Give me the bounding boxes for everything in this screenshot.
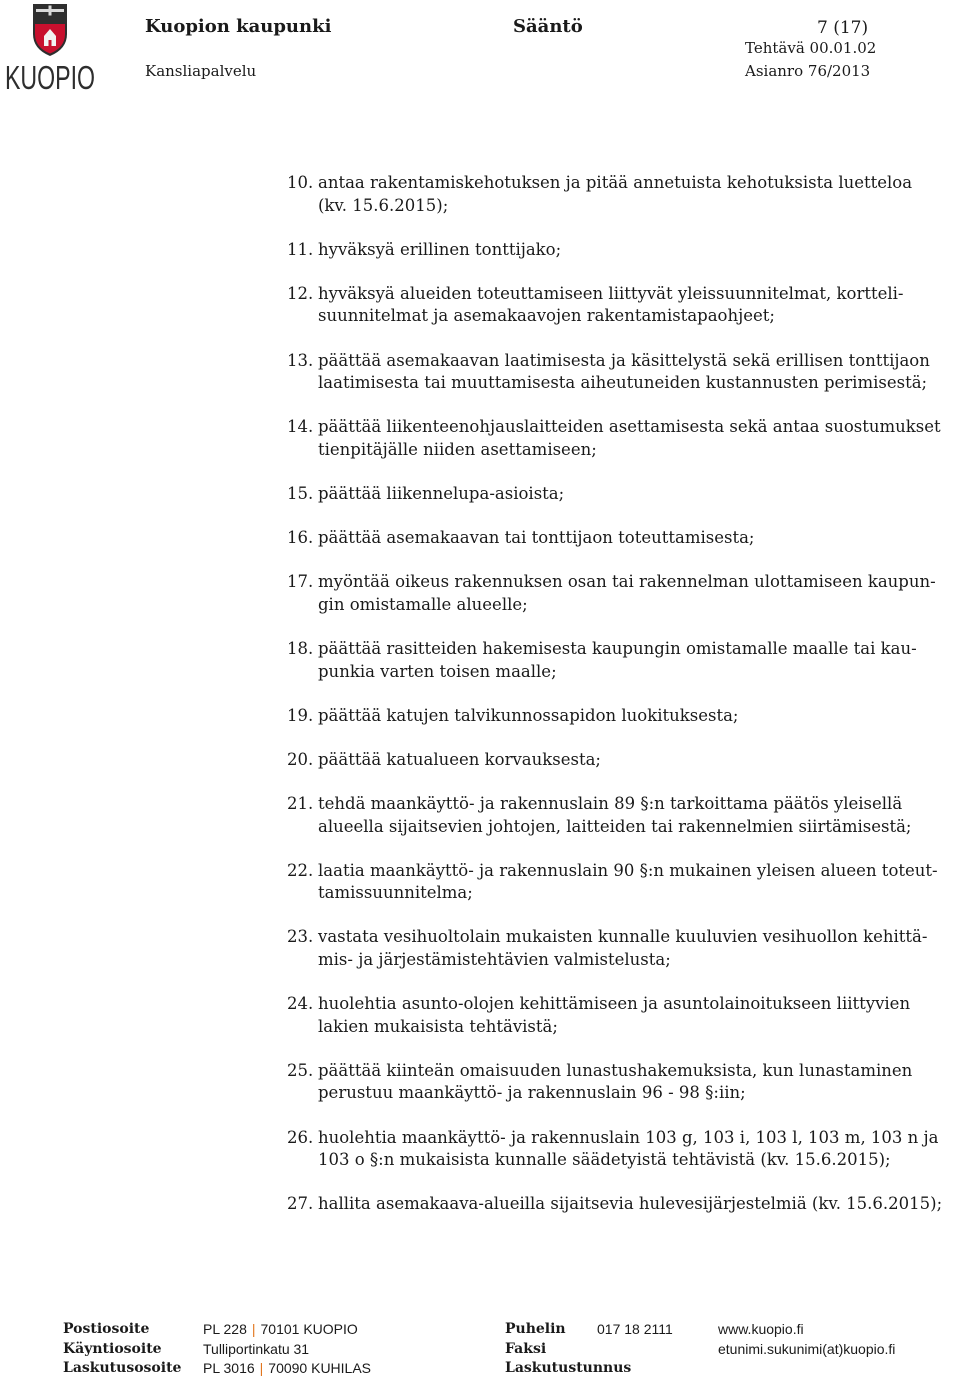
list-item-number: 16. — [287, 528, 314, 548]
list-item-number: 22. — [287, 860, 314, 880]
list-item-line: tienpitäjälle niiden asettamiseen; — [318, 439, 597, 459]
phone-value: 017 18 2111 — [597, 1321, 673, 1337]
list-item-line: päättää rasitteiden hakemisesta kaupungin omistamalle maalle tai kau- — [318, 639, 917, 658]
list-item-number: 12. — [287, 283, 314, 303]
list-item-line: päättää katujen talvikunnossapidon luokituksesta; — [318, 705, 739, 725]
list-item-line: hallita asemakaava-alueilla sijaitsevia hulevesijärjestelmiä (kv. 15.6.2015); — [318, 1194, 943, 1214]
list-item-23 — [287, 926, 955, 971]
list-item-24 — [287, 993, 955, 1038]
department-name: Kansliapalvelu — [145, 62, 257, 80]
list-item-number: 17. — [287, 572, 314, 592]
list-item-21 — [287, 793, 955, 838]
billing-code-city: 70090 KUHILAS — [268, 1360, 372, 1376]
list-item-text — [318, 571, 955, 616]
website-link[interactable]: www.kuopio.fi — [718, 1321, 804, 1337]
list-item-number: 14. — [287, 417, 314, 437]
list-item-line: hyväksyä alueiden toteuttamiseen liittyvät yleissuunnitelmat, kortteli- — [318, 283, 904, 303]
footer-row-postal — [0, 1320, 960, 1340]
list-item-line: päättää asemakaavan tai tonttijaon toteuttamisesta; — [318, 528, 755, 548]
billing-box: PL 3016 — [203, 1360, 255, 1376]
list-item-line: mis- ja järjestämistehtävien valmistelusta; — [318, 949, 671, 969]
list-item-text — [318, 993, 955, 1038]
list-item-line: päättää asemakaavan laatimisesta ja käsittelystä sekä erillisen tonttijaon — [318, 350, 930, 370]
list-item-text — [318, 350, 955, 395]
document-type: Sääntö — [513, 16, 583, 37]
case-number: Asianro 76/2013 — [745, 62, 871, 80]
billing-address-label: Laskutusosoite — [63, 1360, 182, 1376]
list-item-15 — [287, 483, 955, 506]
list-item-line: tehdä maankäyttö- ja rakennuslain 89 §:n tarkoittama päätös yleisellä — [318, 794, 903, 814]
coat-of-arms-icon — [33, 4, 67, 56]
billing-address-value — [203, 1359, 371, 1379]
list-item-line: päättää liikenteenohjauslaitteiden asettamisesta sekä antaa suostumukset — [318, 417, 941, 437]
email-link[interactable]: etunimi.sukunimi(at)kuopio.fi — [718, 1340, 896, 1357]
list-item-line: antaa rakentamiskehotuksen ja pitää annetuista kehotuksista luetteloa — [318, 173, 913, 192]
list-item-11 — [287, 239, 955, 262]
list-item-text — [318, 749, 955, 772]
list-item-line: päättää liikennelupa-asioista; — [318, 483, 565, 503]
list-item-number: 18. — [287, 639, 314, 658]
rule-list — [287, 172, 955, 1237]
list-item-text — [318, 1060, 955, 1105]
list-item-27 — [287, 1193, 955, 1216]
list-item-line: punkia varten toisen maalle; — [318, 661, 557, 681]
separator: | — [259, 1360, 264, 1376]
list-item-text — [318, 416, 955, 461]
list-item-22 — [287, 860, 955, 905]
list-item-number: 13. — [287, 350, 314, 370]
list-item-text — [318, 1127, 955, 1172]
separator: | — [251, 1321, 256, 1337]
list-item-25 — [287, 1060, 955, 1105]
list-item-text — [318, 1193, 955, 1216]
list-item-line: perustuu maankäyttö- ja rakennuslain 96 - 98 §:iin; — [318, 1083, 746, 1103]
list-item-number: 27. — [287, 1194, 314, 1214]
list-item-number: 15. — [287, 483, 314, 503]
list-item-number: 26. — [287, 1127, 314, 1147]
visiting-address-label: Käyntiosoite — [63, 1340, 162, 1357]
page-footer — [0, 1320, 960, 1380]
fax-label: Faksi — [505, 1340, 547, 1357]
list-item-line: huolehtia asunto-olojen kehittämiseen ja asuntolainoitukseen liittyvien — [318, 994, 911, 1014]
list-item-line: gin omistamalle alueelle; — [318, 594, 528, 614]
list-item-text — [318, 239, 955, 262]
list-item-line: suunnitelmat ja asemakaavojen rakentamistapaohjeet; — [318, 306, 775, 326]
visiting-address-value: Tulliportinkatu 31 — [203, 1340, 310, 1357]
kuopio-logo — [0, 0, 100, 95]
list-item-text — [318, 172, 955, 217]
list-item-number: 24. — [287, 994, 314, 1014]
list-item-text — [318, 283, 955, 328]
postal-code-city: 70101 KUOPIO — [260, 1321, 358, 1337]
list-item-line: myöntää oikeus rakennuksen osan tai rakennelman ulottamiseen kaupun- — [318, 572, 936, 592]
list-item-line: hyväksyä erillinen tonttijako; — [318, 239, 562, 259]
list-item-line: laatia maankäyttö- ja rakennuslain 90 §:n mukainen yleisen alueen toteut- — [318, 860, 938, 880]
list-item-text — [318, 860, 955, 905]
phone-label: Puhelin — [505, 1321, 566, 1337]
postal-address-value — [203, 1320, 358, 1340]
list-item-number: 10. — [287, 173, 314, 192]
organization-name: Kuopion kaupunki — [145, 16, 332, 37]
list-item-text — [318, 527, 955, 550]
list-item-13 — [287, 350, 955, 395]
list-item-17 — [287, 571, 955, 616]
list-item-26 — [287, 1127, 955, 1172]
list-item-line: vastata vesihuoltolain mukaisten kunnalle kuuluvien vesihuollon kehittä- — [318, 927, 928, 947]
list-item-line: tamissuunnitelma; — [318, 883, 473, 903]
list-item-19 — [287, 705, 955, 728]
list-item-number: 19. — [287, 705, 314, 725]
logo-wordmark: KUOPIO — [5, 59, 95, 96]
list-item-18 — [287, 638, 955, 683]
billing-id-label: Laskutustunnus — [505, 1360, 632, 1376]
list-item-20 — [287, 749, 955, 772]
page-number: 7 (17) — [817, 18, 869, 38]
list-item-number: 23. — [287, 927, 314, 947]
list-item-number: 20. — [287, 749, 314, 769]
list-item-line: päättää katualueen korvauksesta; — [318, 749, 601, 769]
task-code: Tehtävä 00.01.02 — [745, 39, 877, 57]
list-item-16 — [287, 527, 955, 550]
list-item-number: 25. — [287, 1060, 314, 1080]
list-item-line: (kv. 15.6.2015); — [318, 195, 449, 215]
list-item-text — [318, 793, 955, 838]
list-item-line: 103 o §:n mukaisista kunnalle säädetyistä tehtävistä (kv. 15.6.2015); — [318, 1150, 891, 1169]
list-item-text — [318, 638, 955, 683]
list-item-number: 21. — [287, 794, 314, 814]
list-item-12 — [287, 283, 955, 328]
list-item-line: päättää kiinteän omaisuuden lunastushakemuksista, kun lunastaminen — [318, 1060, 913, 1080]
list-item-10 — [287, 172, 955, 217]
footer-row-visiting — [0, 1340, 960, 1360]
list-item-14 — [287, 416, 955, 461]
list-item-number: 11. — [287, 239, 314, 259]
list-item-line: huolehtia maankäyttö- ja rakennuslain 103 g, 103 i, 103 l, 103 m, 103 n ja — [318, 1127, 939, 1147]
list-item-text — [318, 705, 955, 728]
list-item-text — [318, 926, 955, 971]
postal-box: PL 228 — [203, 1321, 247, 1337]
postal-address-label: Postiosoite — [63, 1321, 150, 1337]
list-item-line: alueella sijaitsevien johtojen, laitteiden tai rakennelmien siirtämisestä; — [318, 816, 912, 836]
footer-row-billing — [0, 1359, 960, 1379]
list-item-line: laatimisesta tai muuttamisesta aiheutuneiden kustannusten perimisestä; — [318, 373, 928, 393]
list-item-text — [318, 483, 955, 506]
list-item-line: lakien mukaisista tehtävistä; — [318, 1016, 558, 1036]
